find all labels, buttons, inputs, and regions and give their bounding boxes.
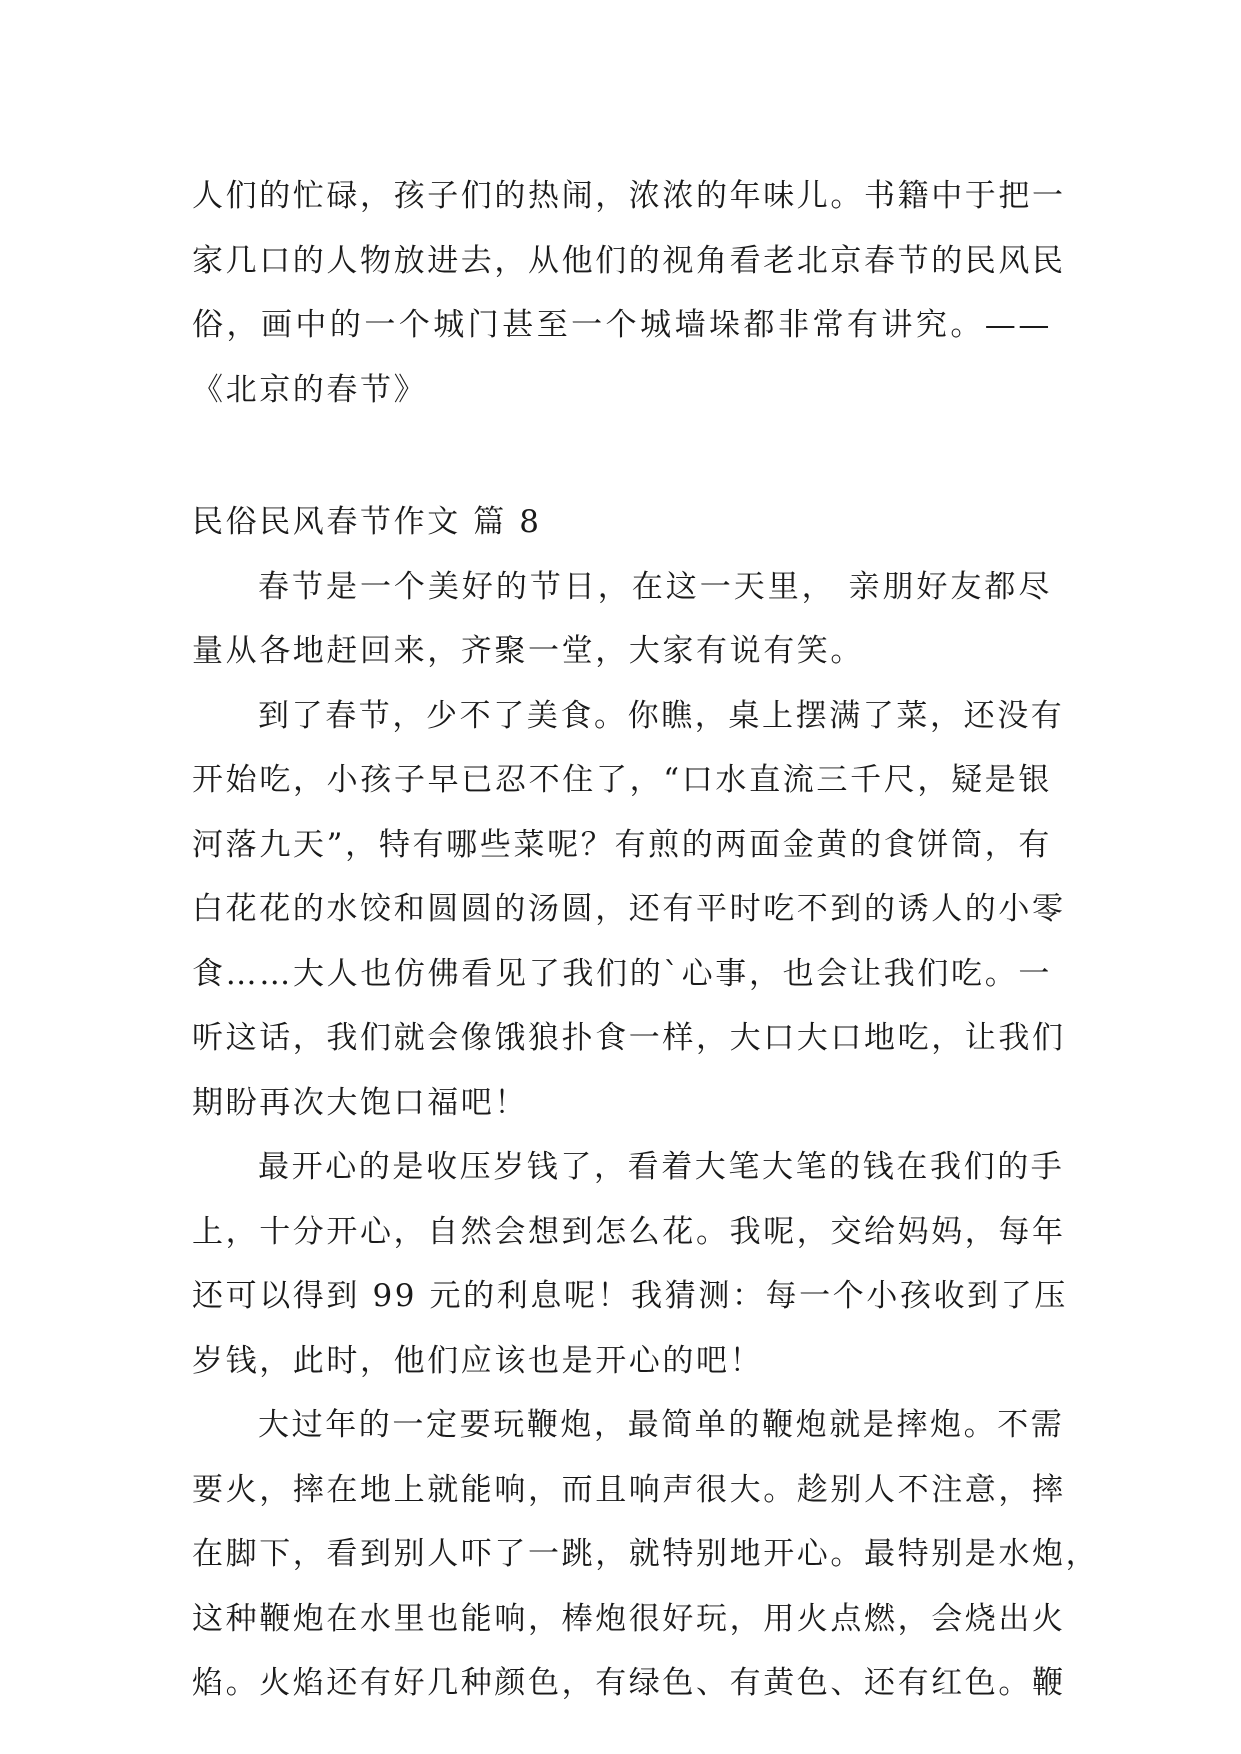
text-line: 大过年的一定要玩鞭炮，最简单的鞭炮就是摔炮。不需 bbox=[258, 1407, 1065, 1443]
text-line: 家几口的人物放进去，从他们的视角看老北京春节的民风民 bbox=[192, 242, 1066, 279]
text-line: 食……大人也仿佛看见了我们的`心事，也会让我们吃。一 bbox=[192, 955, 1052, 992]
document-body bbox=[192, 164, 1100, 1716]
text-line: 白花花的水饺和圆圆的汤圆，还有平时吃不到的诱人的小零 bbox=[192, 891, 1066, 927]
intro-paragraph bbox=[192, 164, 1066, 422]
body-paragraph bbox=[192, 555, 1052, 684]
text-line: 这种鞭炮在水里也能响，棒炮很好玩，用火点燃，会烧出火 bbox=[192, 1600, 1066, 1637]
text-line: 人们的忙碌，孩子们的热闹，浓浓的年味儿。书籍中于把一 bbox=[192, 178, 1066, 214]
text-line: 到了春节，少不了美食。你瞧，桌上摆满了菜，还没有 bbox=[258, 697, 1065, 734]
text-line: 河落九天”，特有哪些菜呢？有煎的两面金黄的食饼筒，有 bbox=[192, 826, 1052, 863]
text-line: 要火，摔在地上就能响，而且响声很大。趁别人不注意，摔 bbox=[192, 1471, 1066, 1508]
text-line: 还可以得到 99 元的利息呢！我猜测：每一个小孩收到了压 bbox=[192, 1278, 1068, 1314]
text-line: 开始吃，小孩子早已忍不住了，“口水直流三千尺，疑是银 bbox=[192, 762, 1052, 798]
text-line: 岁钱，此时，他们应该也是开心的吧！ bbox=[192, 1342, 764, 1379]
text-line: 上，十分开心，自然会想到怎么花。我呢，交给妈妈，每年 bbox=[192, 1213, 1066, 1250]
body-paragraph bbox=[192, 1135, 1068, 1393]
body-paragraph bbox=[192, 684, 1066, 1136]
text-line: 焰。火焰还有好几种颜色，有绿色、有黄色、还有红色。鞭 bbox=[192, 1665, 1066, 1701]
text-line: 最开心的是收压岁钱了，看着大笔大笔的钱在我们的手 bbox=[258, 1149, 1065, 1185]
text-line: 听这话，我们就会像饿狼扑食一样，大口大口地吃，让我们 bbox=[192, 1020, 1066, 1056]
text-line: 俗，画中的一个城门甚至一个城墙垛都非常有讲究。—— bbox=[192, 307, 1052, 343]
text-line: 期盼再次大饱口福吧！ bbox=[192, 1084, 528, 1121]
text-line: 《北京的春节》 bbox=[192, 371, 428, 408]
body-paragraph bbox=[192, 1393, 1100, 1716]
text-line: 春节是一个美好的节日，在这一天里， 亲朋好友都尽 bbox=[258, 568, 1052, 605]
text-line: 在脚下，看到别人吓了一跳，就特别地开心。最特别是水炮， bbox=[192, 1536, 1100, 1572]
text-line: 量从各地赶回来，齐聚一堂，大家有说有笑。 bbox=[192, 633, 864, 669]
section-title: 民俗民风春节作文 篇 8 bbox=[192, 504, 542, 540]
